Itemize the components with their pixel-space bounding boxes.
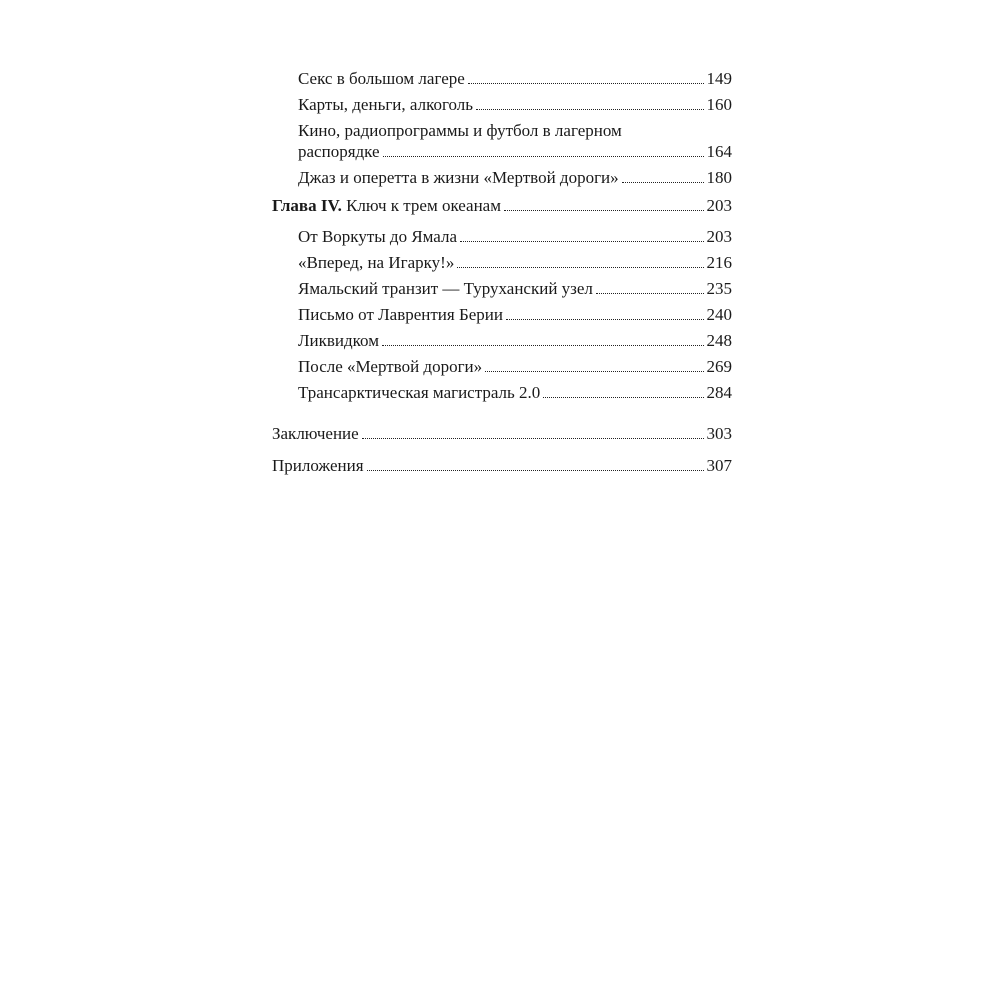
dot-leader — [468, 83, 704, 84]
toc-top-entry — [272, 423, 732, 444]
dot-leader — [457, 267, 703, 268]
chapter-label: Глава IV. — [272, 196, 342, 215]
toc-entry — [272, 167, 732, 188]
dot-leader — [622, 182, 704, 183]
toc-entry-page: 284 — [706, 383, 732, 402]
toc-entry — [272, 120, 732, 162]
toc-entry-title-line2: распорядке — [298, 142, 380, 161]
dot-leader — [460, 241, 703, 242]
toc-entry — [272, 382, 732, 403]
toc-top-entry — [272, 455, 732, 476]
toc-entry-page: 269 — [706, 357, 732, 376]
toc-entry-title: От Воркуты до Ямала — [298, 227, 458, 246]
toc-entry-title: Трансарктическая магистраль 2.0 — [298, 383, 541, 402]
toc-entry-page: 307 — [706, 456, 732, 475]
toc-entry-page: 180 — [706, 168, 732, 187]
chapter-title: Ключ к трем океанам — [341, 196, 501, 215]
dot-leader — [506, 319, 704, 320]
toc-entry-title: Заключение — [272, 424, 359, 443]
toc-entry-page: 235 — [706, 279, 732, 298]
table-of-contents — [272, 68, 732, 487]
toc-entry — [272, 356, 732, 377]
dot-leader — [476, 109, 703, 110]
toc-chapter-entry — [272, 195, 732, 216]
dot-leader — [367, 470, 704, 471]
toc-entry-page: 203 — [706, 196, 732, 215]
toc-entry-line2 — [298, 141, 732, 162]
toc-entry-page: 303 — [706, 424, 732, 443]
toc-chapter-heading — [272, 195, 501, 216]
toc-entry-title: Ямальский транзит — Туруханский узел — [298, 279, 593, 298]
toc-entry-title: Карты, деньги, алкоголь — [298, 95, 474, 114]
dot-leader — [504, 210, 704, 211]
toc-entry-page: 216 — [706, 253, 732, 272]
toc-entry-page: 248 — [706, 331, 732, 350]
toc-entry — [272, 330, 732, 351]
toc-entry — [272, 226, 732, 247]
dot-leader — [362, 438, 704, 439]
toc-entry-page: 203 — [706, 227, 732, 246]
toc-entry-page: 240 — [706, 305, 732, 324]
toc-entry-title: После «Мертвой дороги» — [298, 357, 483, 376]
dot-leader — [383, 156, 704, 157]
toc-entry-title: «Вперед, на Игарку!» — [298, 253, 455, 272]
toc-entry — [272, 94, 732, 115]
toc-entry — [272, 304, 732, 325]
toc-entry — [272, 68, 732, 89]
toc-entry-title-line1: Кино, радиопрограммы и футбол в лагерном — [298, 121, 622, 140]
dot-leader — [485, 371, 703, 372]
toc-entry-title: Ликвидком — [298, 331, 379, 350]
toc-entry-title: Письмо от Лаврентия Берии — [298, 305, 503, 324]
dot-leader — [596, 293, 704, 294]
toc-entry — [272, 252, 732, 273]
toc-entry — [272, 278, 732, 299]
toc-entry-page: 149 — [706, 69, 732, 88]
dot-leader — [543, 397, 703, 398]
toc-entry-page: 164 — [706, 142, 732, 161]
dot-leader — [382, 345, 704, 346]
toc-entry-title: Приложения — [272, 456, 364, 475]
toc-entry-title: Секс в большом лагере — [298, 69, 465, 88]
toc-entry-page: 160 — [706, 95, 732, 114]
toc-entry-title: Джаз и оперетта в жизни «Мертвой дороги» — [298, 168, 619, 187]
